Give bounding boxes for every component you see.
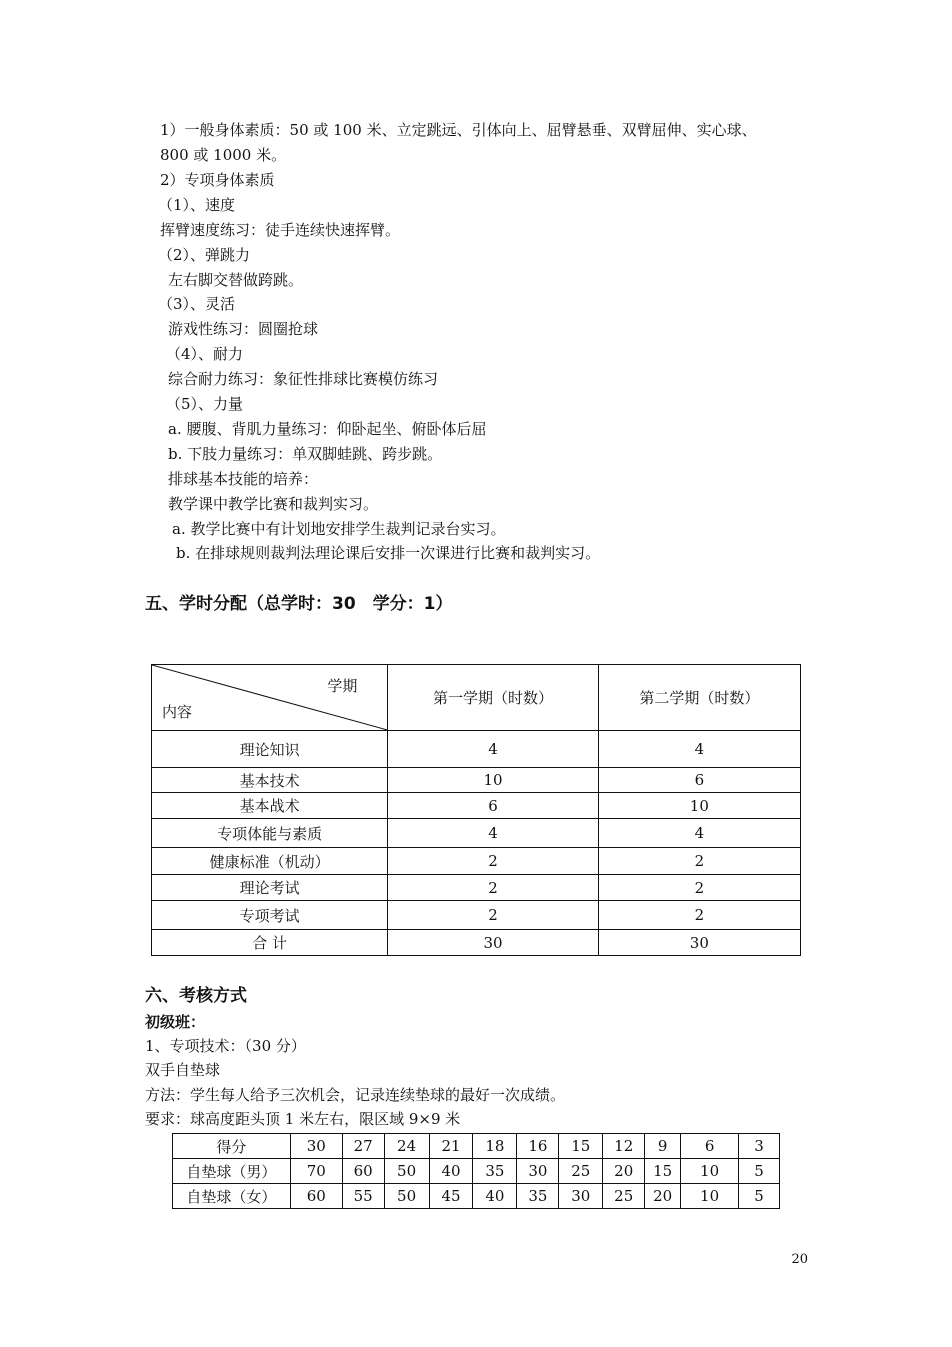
score-cell: 6 (681, 1134, 739, 1159)
score-cell: 50 (384, 1184, 429, 1209)
row-label: 理论考试 (152, 875, 388, 901)
table-row (152, 930, 801, 956)
table-row (152, 731, 801, 768)
row-sem2: 4 (598, 731, 800, 768)
row-sem2: 2 (598, 875, 800, 901)
score-cell: 12 (603, 1134, 645, 1159)
section6-line-3: 方法：学生每人给予三次机会，记录连续垫球的最好一次成绩。 (145, 1086, 566, 1104)
col-header-semester2: 第二学期（时数） (598, 665, 800, 731)
score-cell: 25 (603, 1184, 645, 1209)
row-sem1: 4 (388, 731, 598, 768)
score-cell: 35 (473, 1159, 517, 1184)
row-sem1: 30 (388, 930, 598, 956)
section6-line-1: 1、专项技术：（30 分） (145, 1037, 306, 1055)
body-line-18: b. 在排球规则裁判法理论课后安排一次课进行比赛和裁判实习。 (176, 544, 601, 562)
score-cell: 25 (559, 1159, 603, 1184)
row-sem2: 2 (598, 848, 800, 875)
col-header-semester1: 第一学期（时数） (388, 665, 598, 731)
score-table (172, 1133, 780, 1209)
body-line-8: （3）、灵活 (158, 295, 236, 313)
score-cell: 15 (645, 1159, 681, 1184)
body-line-13: a. 腰腹、背肌力量练习：仰卧起坐、俯卧体后屈 (168, 420, 487, 438)
score-cell: 20 (603, 1159, 645, 1184)
body-line-5: 挥臂速度练习：徒手连续快速挥臂。 (160, 221, 401, 239)
row-label: 健康标准（机动） (152, 848, 388, 875)
score-cell: 60 (290, 1184, 342, 1209)
row-label: 合 计 (152, 930, 388, 956)
body-line-7: 左右脚交替做跨跳。 (168, 271, 304, 289)
row-label: 理论知识 (152, 731, 388, 768)
body-line-16: 教学课中教学比赛和裁判实习。 (168, 495, 379, 513)
score-cell: 9 (645, 1134, 681, 1159)
row-sem2: 6 (598, 768, 800, 793)
row-label: 基本技术 (152, 768, 388, 793)
score-row-points (173, 1134, 780, 1159)
body-line-17: a. 教学比赛中有计划地安排学生裁判记录台实习。 (172, 520, 506, 538)
score-cell: 21 (429, 1134, 473, 1159)
row-label: 基本战术 (152, 793, 388, 819)
body-line-9: 游戏性练习：圆圈抢球 (168, 320, 319, 338)
score-cell: 自垫球（女） (173, 1184, 291, 1209)
table-row (152, 901, 801, 930)
row-sem1: 2 (388, 901, 598, 930)
score-cell: 50 (384, 1159, 429, 1184)
row-sem2: 4 (598, 819, 800, 848)
score-cell: 5 (739, 1184, 780, 1209)
score-cell: 30 (290, 1134, 342, 1159)
score-row-male (173, 1159, 780, 1184)
score-cell: 55 (342, 1184, 384, 1209)
score-cell: 40 (473, 1184, 517, 1209)
row-sem1: 6 (388, 793, 598, 819)
row-sem1: 2 (388, 848, 598, 875)
score-cell: 27 (342, 1134, 384, 1159)
section6-subheading: 初级班： (145, 1013, 206, 1031)
score-cell: 20 (645, 1184, 681, 1209)
score-cell: 18 (473, 1134, 517, 1159)
score-cell: 45 (429, 1184, 473, 1209)
table-row (152, 848, 801, 875)
score-cell: 70 (290, 1159, 342, 1184)
section6-line-4: 要求：球高度距头顶 1 米左右，限区域 9×9 米 (145, 1110, 461, 1128)
page-number: 20 (791, 1252, 808, 1267)
section6-line-2: 双手自垫球 (145, 1061, 221, 1079)
row-sem1: 4 (388, 819, 598, 848)
score-cell: 15 (559, 1134, 603, 1159)
score-cell: 30 (559, 1184, 603, 1209)
table-row (152, 768, 801, 793)
row-sem2: 10 (598, 793, 800, 819)
table-row (152, 793, 801, 819)
score-cell: 40 (429, 1159, 473, 1184)
body-line-10: （4）、耐力 (166, 345, 244, 363)
score-cell: 30 (517, 1159, 559, 1184)
score-row-female (173, 1184, 780, 1209)
body-line-3: 2）专项身体素质 (160, 171, 275, 189)
section6-heading: 六、考核方式 (145, 986, 247, 1006)
score-cell: 24 (384, 1134, 429, 1159)
score-cell: 16 (517, 1134, 559, 1159)
score-cell: 35 (517, 1184, 559, 1209)
diagonal-header-cell (152, 665, 388, 731)
row-sem1: 10 (388, 768, 598, 793)
row-sem2: 2 (598, 901, 800, 930)
row-label: 专项体能与素质 (152, 819, 388, 848)
body-line-11: 综合耐力练习：象征性排球比赛模仿练习 (168, 370, 439, 388)
hours-table (151, 664, 801, 956)
diag-label-content: 内容 (162, 703, 193, 721)
score-cell: 得分 (173, 1134, 291, 1159)
body-line-15: 排球基本技能的培养： (168, 470, 319, 488)
table-row (152, 875, 801, 901)
body-line-4: （1）、速度 (158, 196, 236, 214)
row-sem2: 30 (598, 930, 800, 956)
score-cell: 5 (739, 1159, 780, 1184)
score-cell: 10 (681, 1159, 739, 1184)
diag-label-semester: 学期 (327, 677, 358, 695)
score-cell: 60 (342, 1159, 384, 1184)
body-line-6: （2）、弹跳力 (158, 246, 251, 264)
score-cell: 10 (681, 1184, 739, 1209)
score-cell: 3 (739, 1134, 780, 1159)
body-line-14: b. 下肢力量练习：单双脚蛙跳、跨步跳。 (168, 445, 443, 463)
table-row (152, 819, 801, 848)
row-label: 专项考试 (152, 901, 388, 930)
row-sem1: 2 (388, 875, 598, 901)
body-line-1: 1）一般身体素质：50 或 100 米、立定跳远、引体向上、屈臂悬垂、双臂屈伸、实心球、 (160, 121, 757, 139)
body-line-2: 800 或 1000 米。 (160, 146, 287, 164)
score-cell: 自垫球（男） (173, 1159, 291, 1184)
body-line-12: （5）、力量 (166, 395, 244, 413)
section5-heading: 五、学时分配（总学时：30 学分：1） (145, 594, 453, 614)
